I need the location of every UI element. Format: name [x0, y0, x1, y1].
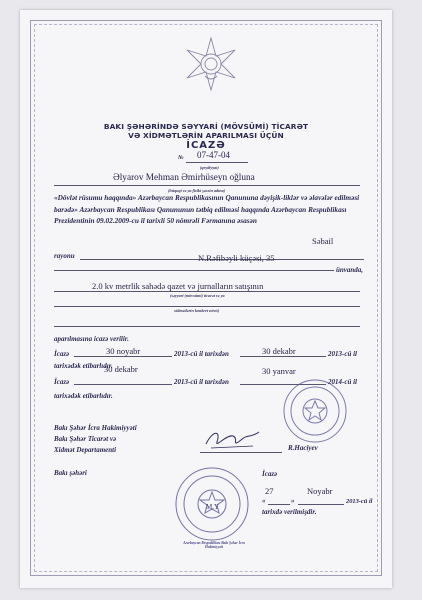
period2-from-line: [74, 384, 172, 385]
period1-mid: 2013-cü il tarixdən: [174, 350, 229, 358]
activity-caption1: (səyyari (mövsümi) ticarət və ya: [170, 293, 225, 298]
issuer-line3: Xidmət Departamenti: [54, 446, 117, 454]
document-title: İCAZƏ: [186, 140, 226, 151]
footer-month: Noyabr: [307, 486, 333, 496]
period2-from: 30 dekabr: [104, 364, 138, 374]
signatory-name: R.Haciyev: [288, 444, 318, 452]
holder-caption: (hüquqi və ya fiziki şəxsin adına): [168, 188, 226, 193]
footer-month-line: [298, 504, 344, 505]
period1-end: 2013-cü il: [328, 350, 357, 358]
issuer-line1: Bakı Şəhər İcra Hakimiyyəti: [54, 424, 137, 432]
signature-line: [200, 452, 282, 453]
header-line1: BAKI ŞƏHƏRİNDƏ SƏYYARİ (MÖVSÜMİ) TİCARƏT: [103, 122, 309, 131]
address-line: [54, 270, 334, 271]
period1-to-line: [240, 356, 326, 357]
law-paragraph: «Dövlət rüsumu haqqında» Azərbaycan Respublikasının Qanununa dəyişik-liklər və əlavələr edilməsi barədə» Azərbaycan Respublikası Qanununun tətbiq edilməsi haqqında Azərbaycan Respublikası Prezidentinin 09.02.2009-cu il tarixli 50 nömrəli Fərmanına əsasən: [54, 193, 360, 225]
district-value: Səbail: [312, 236, 334, 246]
period1-to: 30 dekabr: [262, 346, 296, 356]
holder-line: [54, 185, 360, 186]
period1-from-line: [74, 356, 172, 357]
district-label: rayonu: [54, 252, 75, 260]
footer-icaze-label: İcazə: [262, 470, 278, 478]
period1-from: 30 noyabr: [106, 346, 141, 356]
stamp-ring-text: Azərbaycan Respublikası Bakı Şəhər İcra Hakimiyyəti: [183, 541, 245, 549]
footer-year: 2013-cü il: [346, 498, 373, 505]
period2-mid: 2013-cü il tarixdən: [174, 378, 229, 386]
footer-city: Bakı şəhəri: [54, 469, 87, 477]
permit-text: aparılmasına icazə verilir.: [54, 335, 129, 343]
footer-day-line: [268, 504, 290, 505]
header-line2: VƏ XİDMƏTLƏRİN APARILMASI ÜÇÜN: [128, 131, 284, 140]
period1-suffix: tarixədək etibarlıdır.: [54, 362, 113, 370]
period1-prefix: İcazə: [54, 350, 70, 358]
footer-day: 27: [265, 486, 274, 496]
holder-name: Əlyarov Mehman Əmirhüseyn oğluna: [113, 173, 255, 183]
activity-caption2: xidmətlərin konkret növü): [174, 308, 220, 313]
registration-number: 07-47-04: [197, 150, 230, 160]
period2-prefix: İcazə: [54, 378, 70, 386]
activity-value: 2.0 kv metrlik sahədə qazet və jurnalların satışının: [92, 281, 264, 291]
address-value: N.Rəfibəyli küçəsi, 35: [198, 253, 275, 263]
activity-line2: [54, 306, 360, 307]
footer-day-quote: «: [262, 497, 266, 505]
address-label: ünvanda,: [336, 266, 364, 274]
footer-issued-label: tarixdə verilmişdir.: [262, 508, 317, 516]
period2-end: 2014-cü il: [328, 378, 357, 386]
activity-line3: [54, 326, 360, 327]
number-line: [186, 162, 248, 163]
issuer-line2: Bakı Şəhər Ticarət və: [54, 435, 117, 443]
period2-to: 30 yanvar: [262, 366, 296, 376]
number-caption: (qeydiyyat): [200, 165, 219, 170]
state-emblem-icon: [183, 36, 239, 92]
official-stamp-upper: [282, 378, 348, 444]
footer-day-quote-close: »: [291, 497, 295, 505]
signature-mark: [203, 426, 263, 452]
number-label: №: [178, 155, 184, 161]
period2-suffix: tarixədək etibarlıdır.: [54, 392, 113, 400]
stamp-center-text: M.Y: [206, 503, 220, 511]
activity-line: [54, 291, 360, 292]
